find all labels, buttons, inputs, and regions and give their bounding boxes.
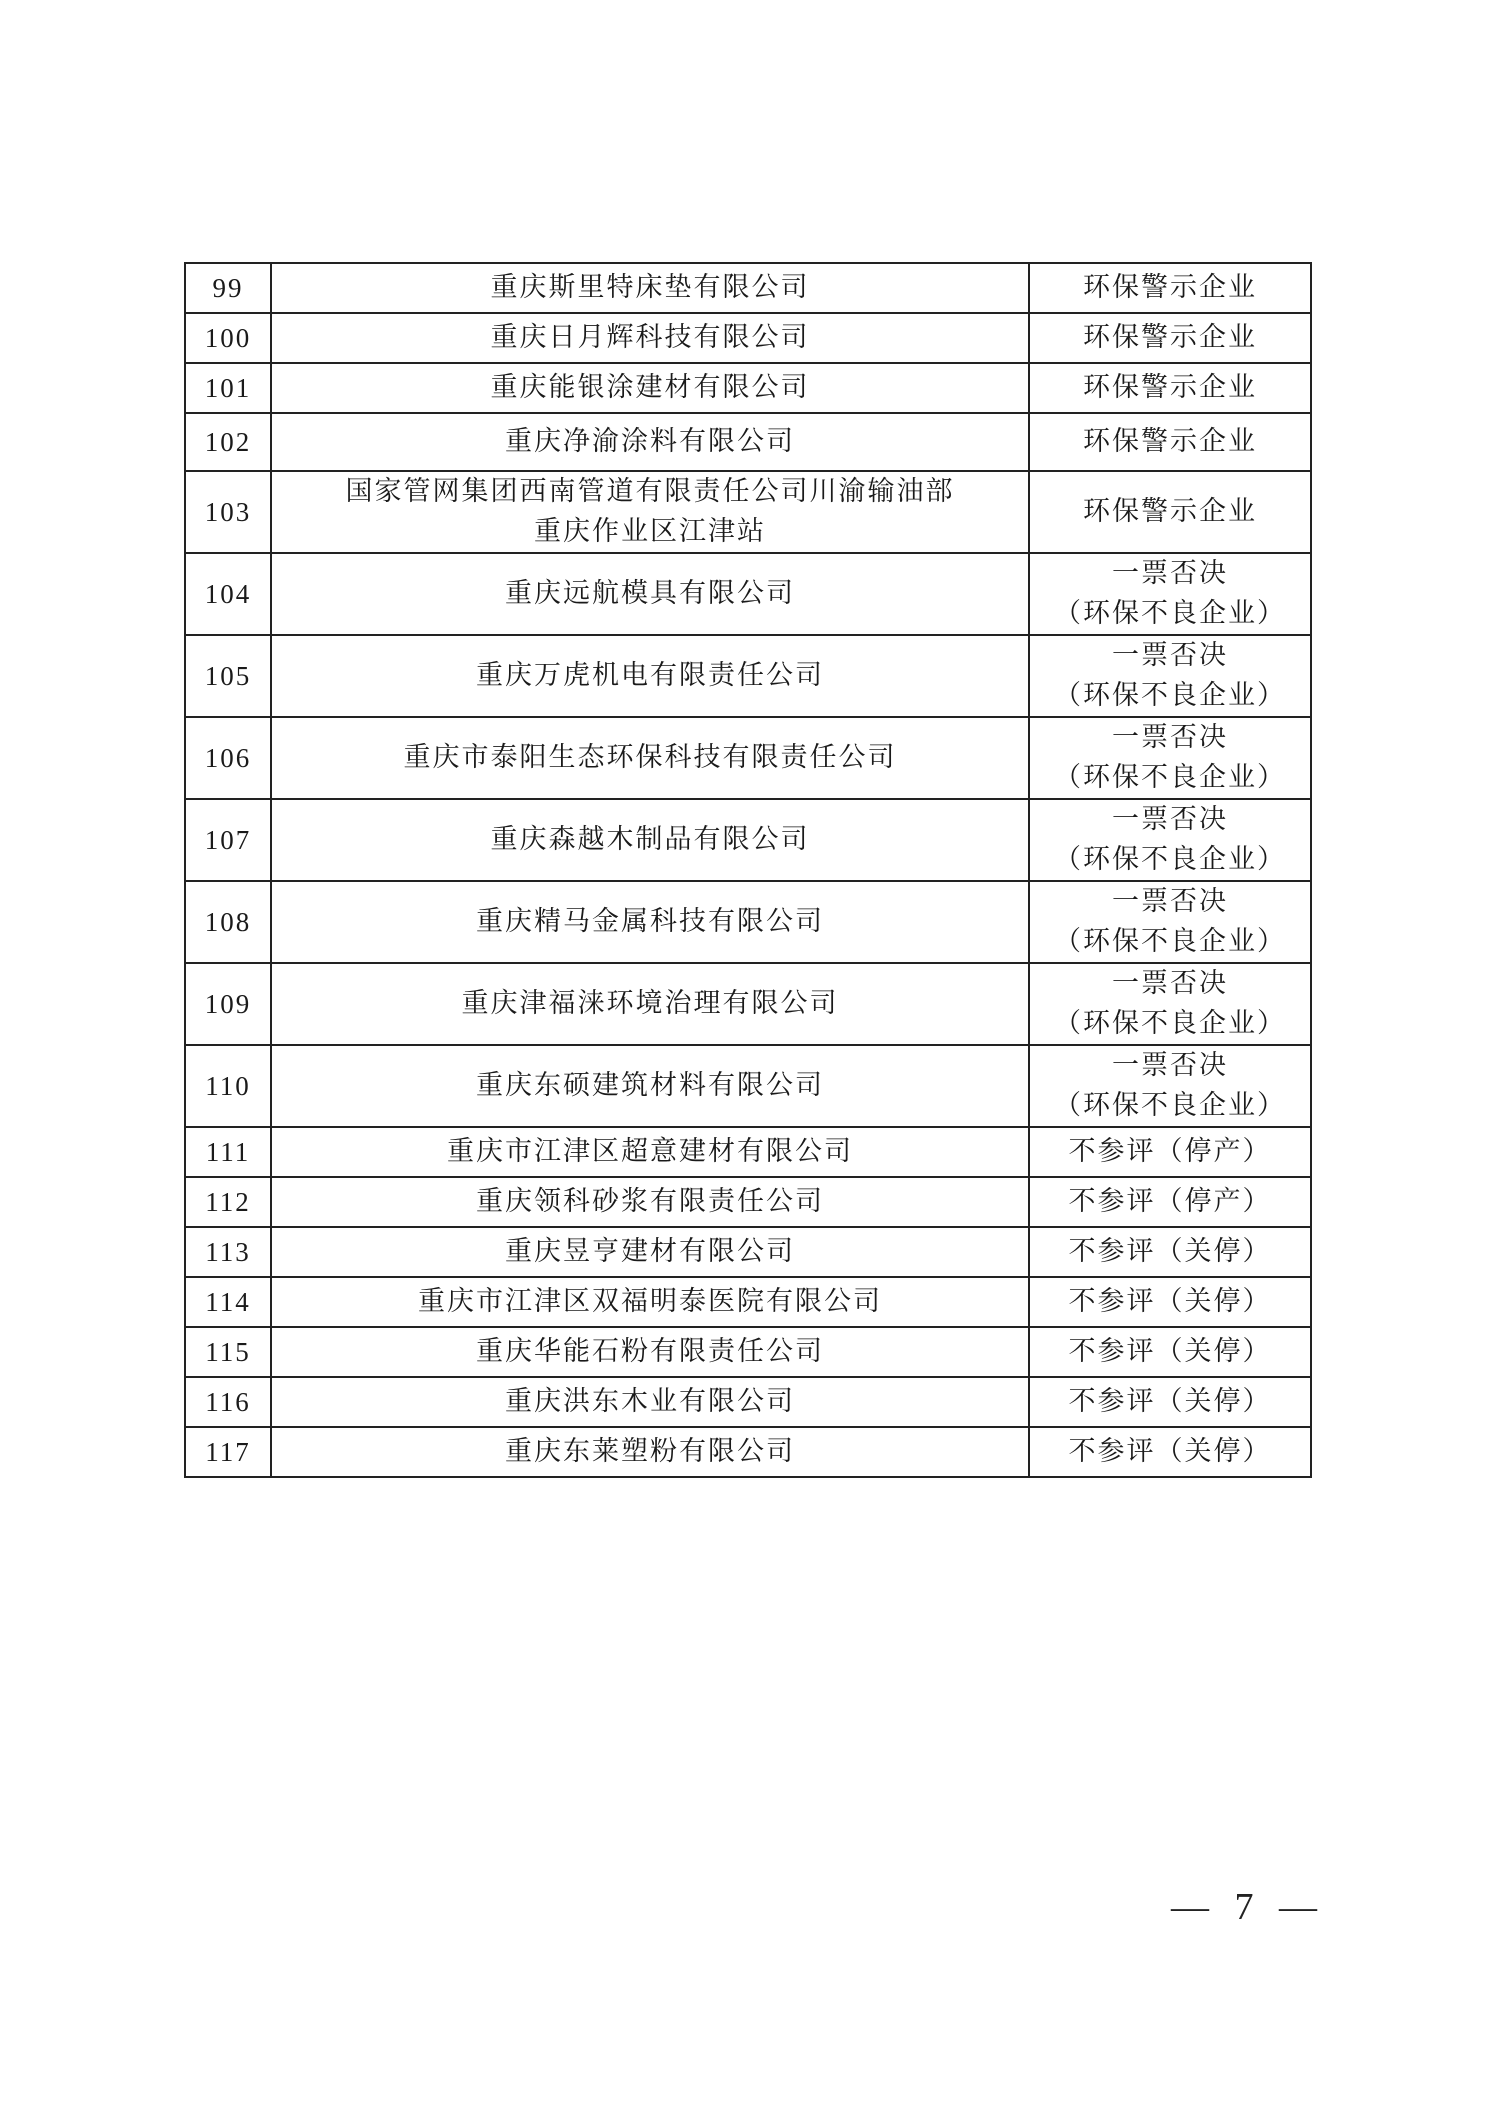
- table-row: [185, 1277, 1311, 1327]
- company-name: 重庆斯里特床垫有限公司: [271, 263, 1029, 313]
- table-body: [185, 263, 1311, 1477]
- rating-status: 环保警示企业: [1029, 263, 1311, 313]
- row-number: 104: [185, 553, 271, 635]
- table-row: [185, 1227, 1311, 1277]
- rating-status: 一票否决 （环保不良企业）: [1029, 963, 1311, 1045]
- company-name: 重庆市江津区双福明泰医院有限公司: [271, 1277, 1029, 1327]
- row-number: 113: [185, 1227, 271, 1277]
- company-name: 重庆万虎机电有限责任公司: [271, 635, 1029, 717]
- row-number: 101: [185, 363, 271, 413]
- row-number: 99: [185, 263, 271, 313]
- rating-status: 一票否决 （环保不良企业）: [1029, 799, 1311, 881]
- table-row: [185, 1045, 1311, 1127]
- table-row: [185, 635, 1311, 717]
- company-name: 重庆远航模具有限公司: [271, 553, 1029, 635]
- company-name: 重庆精马金属科技有限公司: [271, 881, 1029, 963]
- company-name: 重庆森越木制品有限公司: [271, 799, 1029, 881]
- company-name: 重庆能银涂建材有限公司: [271, 363, 1029, 413]
- table-row: [185, 1177, 1311, 1227]
- company-name: 国家管网集团西南管道有限责任公司川渝输油部 重庆作业区江津站: [271, 471, 1029, 553]
- company-name: 重庆市泰阳生态环保科技有限责任公司: [271, 717, 1029, 799]
- rating-status: 不参评（关停）: [1029, 1327, 1311, 1377]
- rating-status: 一票否决 （环保不良企业）: [1029, 881, 1311, 963]
- company-name: 重庆津福涞环境治理有限公司: [271, 963, 1029, 1045]
- rating-status: 不参评（关停）: [1029, 1277, 1311, 1327]
- table-row: [185, 1327, 1311, 1377]
- company-name: 重庆东莱塑粉有限公司: [271, 1427, 1029, 1477]
- table-row: [185, 363, 1311, 413]
- table-row: [185, 881, 1311, 963]
- rating-status: 不参评（关停）: [1029, 1427, 1311, 1477]
- row-number: 106: [185, 717, 271, 799]
- row-number: 112: [185, 1177, 271, 1227]
- table-row: [185, 1427, 1311, 1477]
- rating-status: 环保警示企业: [1029, 363, 1311, 413]
- row-number: 108: [185, 881, 271, 963]
- table-row: [185, 963, 1311, 1045]
- rating-status: 一票否决 （环保不良企业）: [1029, 635, 1311, 717]
- row-number: 117: [185, 1427, 271, 1477]
- table-row: [185, 263, 1311, 313]
- row-number: 103: [185, 471, 271, 553]
- row-number: 111: [185, 1127, 271, 1177]
- table-row: [185, 1127, 1311, 1177]
- company-name: 重庆日月辉科技有限公司: [271, 313, 1029, 363]
- table-row: [185, 413, 1311, 471]
- row-number: 115: [185, 1327, 271, 1377]
- table-row: [185, 471, 1311, 553]
- rating-status: 环保警示企业: [1029, 413, 1311, 471]
- rating-status: 不参评（停产）: [1029, 1177, 1311, 1227]
- company-name: 重庆华能石粉有限责任公司: [271, 1327, 1029, 1377]
- rating-status: 一票否决 （环保不良企业）: [1029, 553, 1311, 635]
- table-row: [185, 313, 1311, 363]
- rating-status: 不参评（停产）: [1029, 1127, 1311, 1177]
- rating-status: 不参评（关停）: [1029, 1377, 1311, 1427]
- table-row: [185, 799, 1311, 881]
- row-number: 114: [185, 1277, 271, 1327]
- table-row: [185, 717, 1311, 799]
- rating-status: 环保警示企业: [1029, 313, 1311, 363]
- rating-status: 一票否决 （环保不良企业）: [1029, 717, 1311, 799]
- rating-status: 环保警示企业: [1029, 471, 1311, 553]
- rating-status: 不参评（关停）: [1029, 1227, 1311, 1277]
- row-number: 116: [185, 1377, 271, 1427]
- page-number: — 7 —: [1171, 1886, 1325, 1928]
- row-number: 102: [185, 413, 271, 471]
- table-row: [185, 553, 1311, 635]
- company-name: 重庆东硕建筑材料有限公司: [271, 1045, 1029, 1127]
- table-row: [185, 1377, 1311, 1427]
- row-number: 105: [185, 635, 271, 717]
- company-name: 重庆领科砂浆有限责任公司: [271, 1177, 1029, 1227]
- row-number: 100: [185, 313, 271, 363]
- row-number: 110: [185, 1045, 271, 1127]
- row-number: 107: [185, 799, 271, 881]
- rating-status: 一票否决 （环保不良企业）: [1029, 1045, 1311, 1127]
- row-number: 109: [185, 963, 271, 1045]
- company-name: 重庆昱亨建材有限公司: [271, 1227, 1029, 1277]
- enterprise-rating-table: [184, 262, 1312, 1478]
- company-name: 重庆净渝涂料有限公司: [271, 413, 1029, 471]
- company-name: 重庆洪东木业有限公司: [271, 1377, 1029, 1427]
- company-name: 重庆市江津区超意建材有限公司: [271, 1127, 1029, 1177]
